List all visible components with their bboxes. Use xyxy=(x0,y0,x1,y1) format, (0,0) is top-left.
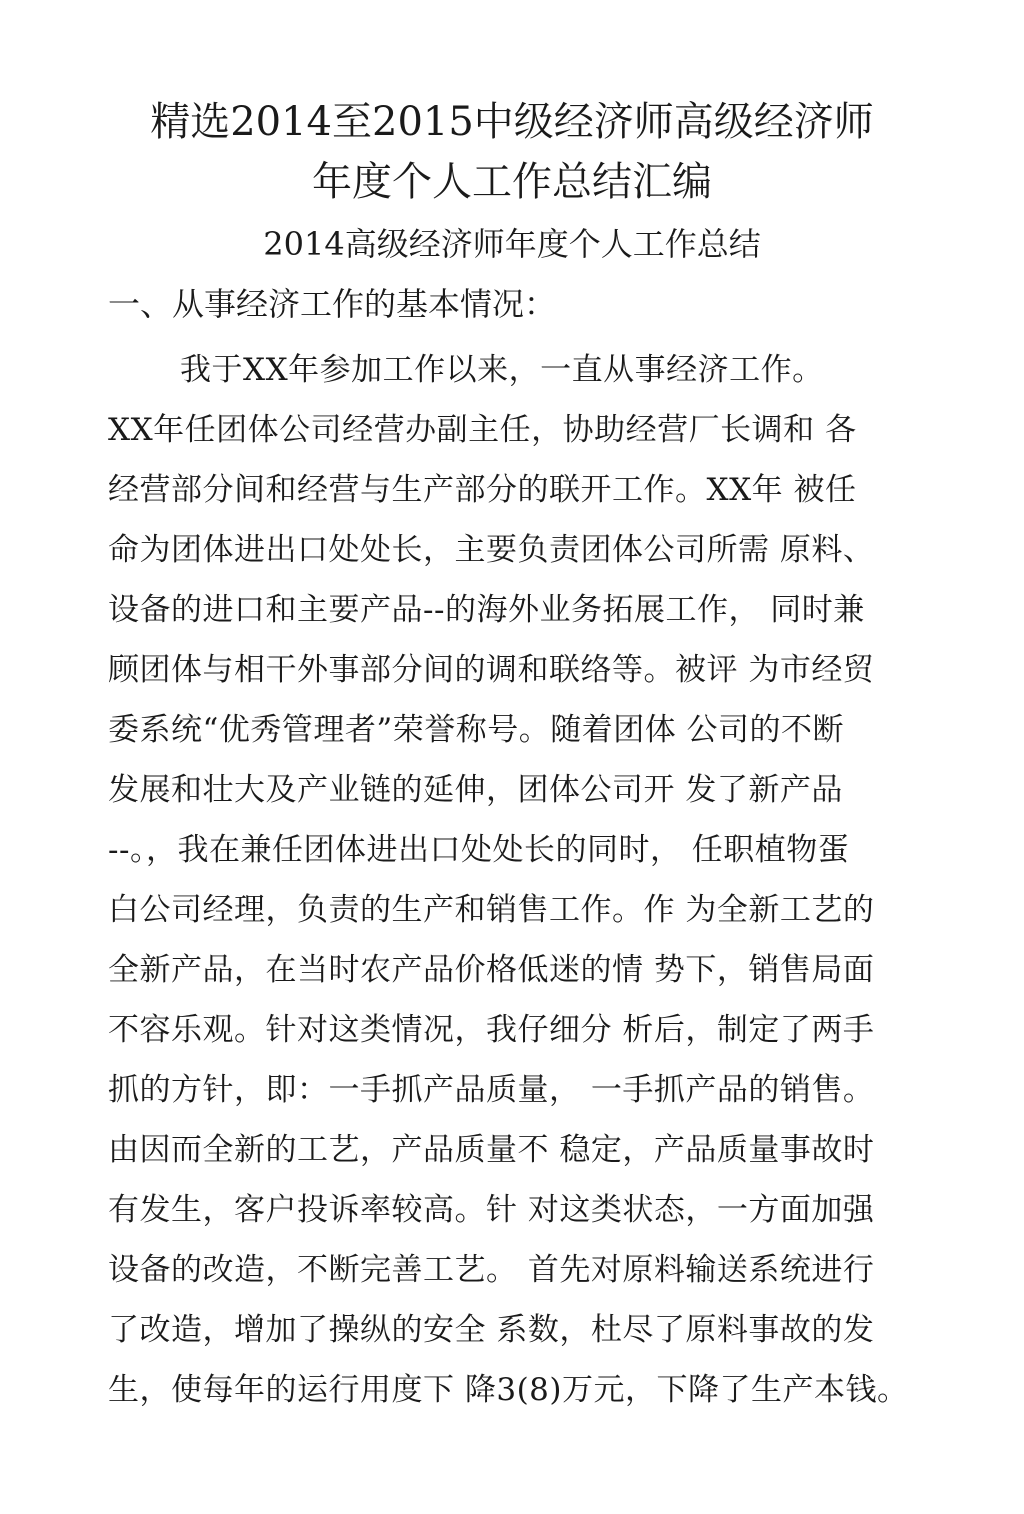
body-line: 不容乐观。针对这类情况，我仔细分 析后，制定了两手 xyxy=(108,1012,875,1048)
body-line: 由因而全新的工艺，产品质量不 稳定，产品质量事故时 xyxy=(108,1132,875,1168)
body-line: 设备的改造，不断完善工艺。 首先对原料输送系统进行 xyxy=(108,1252,875,1288)
body-line: 了改造，增加了操纵的安全 系数，杜尽了原料事故的发 xyxy=(108,1312,875,1348)
body-line: 白公司经理，负责的生产和销售工作。作 为全新工艺的 xyxy=(108,892,875,928)
body-line: 生，使每年的运行用度下 降3(8)万元，下降了生产本钱。 xyxy=(108,1372,909,1408)
body-line: 设备的进口和主要产品--的海外业务拓展工作， 同时兼 xyxy=(108,592,865,628)
body-line: --。，我在兼任团体进出口处处长的同时， 任职植物蛋 xyxy=(108,832,850,868)
body-line: 经营部分间和经营与生产部分的联开工作。XX年 被任 xyxy=(108,472,857,508)
body-line: 命为团体进出口处处长，主要负责团体公司所需 原料、 xyxy=(108,532,875,568)
body-line: 全新产品，在当时农产品价格低迷的情 势下，销售局面 xyxy=(108,952,875,988)
body-line: 我于XX年参加工作以来，一直从事经济工作。 xyxy=(180,352,824,388)
body-paragraph xyxy=(108,340,938,1420)
body-line: 有发生，客户投诉率较高。针 对这类状态，一方面加强 xyxy=(108,1192,875,1228)
document-title-line-2: 年度个人工作总结汇编 xyxy=(312,159,712,205)
body-line: 委系统“优秀管理者”荣誉称号。随着团体 公司的不断 xyxy=(108,712,845,748)
body-line: 抓的方针，即：一手抓产品质量， 一手抓产品的销售。 xyxy=(108,1072,875,1108)
section-heading: 一、从事经济工作的基本情况： xyxy=(108,285,557,323)
body-line: 发展和壮大及产业链的延伸，团体公司开 发了新产品 xyxy=(108,772,843,808)
body-line: 顾团体与相干外事部分间的调和联络等。被评 为市经贸 xyxy=(108,652,875,688)
document-title-line-1: 精选2014至2015中级经济师高级经济师 xyxy=(150,99,874,145)
document-subtitle: 2014高级经济师年度个人工作总结 xyxy=(263,225,761,263)
body-line: XX年任团体公司经营办副主任，协助经营厂长调和 各 xyxy=(108,412,857,448)
